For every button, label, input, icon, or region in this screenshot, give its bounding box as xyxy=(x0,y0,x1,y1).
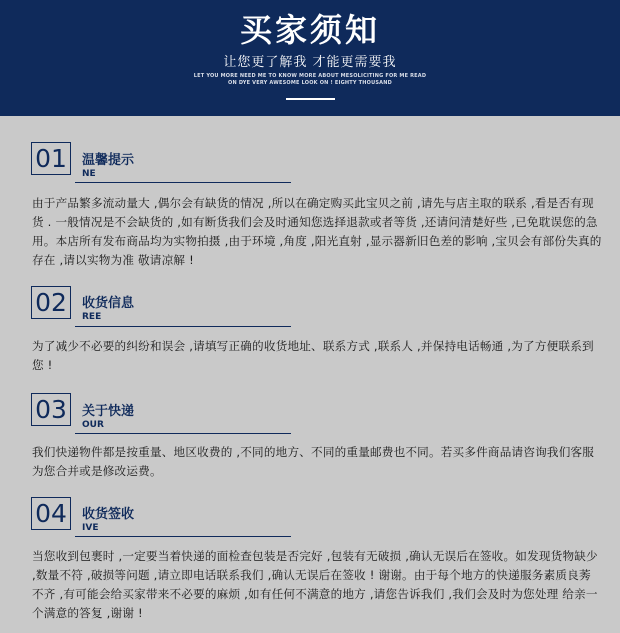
page-header xyxy=(0,0,620,116)
section-subtitle: NE xyxy=(82,169,96,179)
section-title: 关于快递 xyxy=(82,404,135,419)
section-body: 由于产品繁多流动量大 ,偶尔会有缺货的情况 ,所以在确定购买此宝贝之前 ,请先与店主取的联系 ,看是否有现货 . 一般情况是不会缺货的 ,如有断货我们会及时通知您选择退款或者等货 ,还请问清楚好些 ,已免耽误您的急用。本店所有发布商品均为实物拍摄 ,由于环境 ,角度 ,阳光直射 ,显示器新旧色差的影响 ,宝贝会有部份失真的存在 ,请以实物为准 敬请凉解 ! xyxy=(32,196,602,267)
section-number: 04 xyxy=(31,497,71,530)
page-subtitle: 让您更了解我 才能更需要我 xyxy=(223,55,397,70)
section-body: 我们快递物件都是按重量、地区收费的 ,不同的地方、不同的重量邮费也不同。若买多件商品请咨询我们客服 为您合并或是修改运费。 xyxy=(32,445,595,478)
english-tagline-1: LET YOU MORE NEED ME TO KNOW MORE ABOUT MESOLICITING FOR ME READ xyxy=(193,73,427,79)
section-underline xyxy=(75,182,291,183)
header-divider xyxy=(286,98,335,100)
section-underline xyxy=(75,536,291,537)
page-title: 买家须知 xyxy=(239,11,380,49)
section-subtitle: REE xyxy=(82,312,102,322)
section-body: 当您收到包裹时 ,一定要当着快递的面检查包装是否完好 ,包装有无破损 ,确认无误后在签收。如发现货物缺少 ,数量不符 ,破损等问题 ,请立即电话联系我们 ,确认无误后在签收 ! 谢谢。由于每个地方的快递服务素质良莠不齐 ,有可能会给买家带来不必要的麻烦 ,如有任何不满意的地方 ,请您告诉我们 ,我们会及时为您处理 给亲一个满意的答复 ,谢谢 ! xyxy=(32,549,598,620)
section-number: 03 xyxy=(31,393,71,426)
section-number: 02 xyxy=(31,286,71,319)
section-underline xyxy=(75,433,291,434)
english-tagline-2: ON DYE VERY AWESOME LOOK ON ! EIGHTY THOUSAND xyxy=(228,80,392,86)
section-underline xyxy=(75,326,291,327)
section-title: 收货签收 xyxy=(82,507,135,522)
section-body: 为了减少不必要的纠纷和误会 ,请填写正确的收货地址、联系方式 ,联系人 ,并保持电话畅通 ,为了方便联系到您 ! xyxy=(32,339,594,372)
section-number: 01 xyxy=(31,142,71,175)
section-subtitle: OUR xyxy=(82,420,104,430)
section-subtitle: IVE xyxy=(82,523,99,533)
section-title: 收货信息 xyxy=(82,296,135,311)
section-title: 温馨提示 xyxy=(82,153,135,168)
